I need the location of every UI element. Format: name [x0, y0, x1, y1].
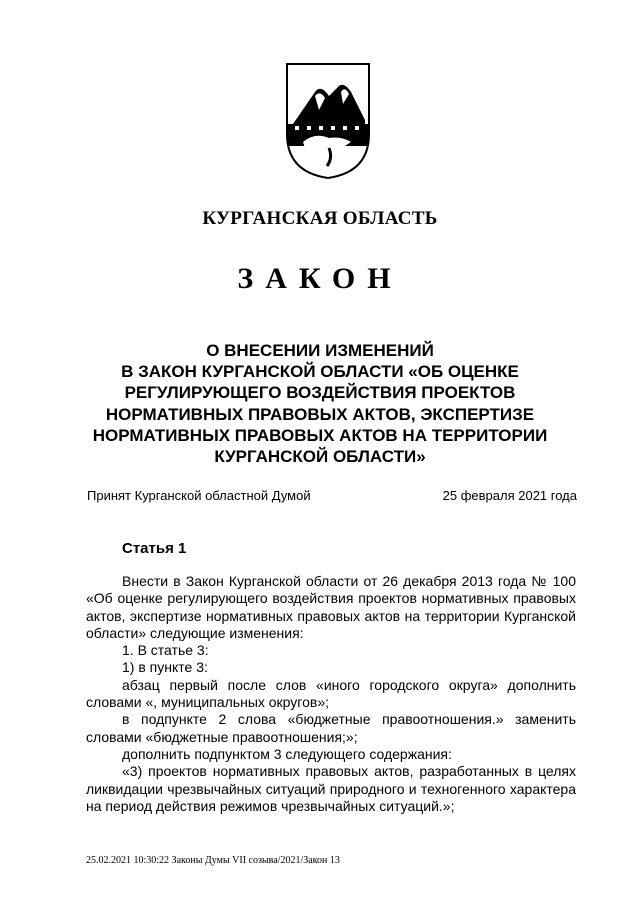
adoption-date: 25 февраля 2021 года: [442, 488, 577, 503]
document-type-title: ЗАКОН: [237, 262, 403, 295]
law-title-line: КУРГАНСКОЙ ОБЛАСТИ»: [214, 447, 426, 467]
article-paragraph: дополнить подпунктом 3 следующего содержания:: [122, 745, 452, 762]
law-title-line: РЕГУЛИРУЮЩЕГО ВОЗДЕЙСТВИЯ ПРОЕКТОВ: [124, 383, 516, 403]
article-paragraph: абзац первый после слов «иного городского округа» дополнить словами «, муниципальных округов»;: [86, 676, 576, 711]
law-title-line: НОРМАТИВНЫХ ПРАВОВЫХ АКТОВ, ЭКСПЕРТИЗЕ: [105, 404, 535, 424]
article-paragraph: 1) в пункте 3:: [122, 659, 208, 676]
article-paragraph: в подпункте 2 слова «бюджетные правоотношения.» заменить словами «бюджетные правоотношения;»;: [86, 711, 576, 745]
footer-stamp: 25.02.2021 10:30:22 Законы Думы VII созыва/2021/Закон 13: [86, 855, 340, 866]
law-title: [60, 340, 580, 467]
adopted-by: Принят Курганской областной Думой: [87, 488, 311, 503]
law-title-line: В ЗАКОН КУРГАНСКОЙ ОБЛАСТИ «ОБ ОЦЕНКЕ: [121, 362, 519, 382]
law-title-line: О ВНЕСЕНИИ ИЗМЕНЕНИЙ: [206, 341, 434, 360]
article-heading: Статья 1: [122, 540, 187, 557]
article-body: [86, 573, 576, 815]
law-title-line: НОРМАТИВНЫХ ПРАВОВЫХ АКТОВ НА ТЕРРИТОРИИ: [92, 425, 548, 445]
article-paragraph: 1. В статье 3:: [122, 642, 209, 659]
article-paragraph: Внести в Закон Курганской области от 26 декабря 2013 года № 100 «Об оценке регулирующего воздействия проектов нормативных правовых актов, экспертизе нормативных правовых актов на территории Курганской области» следующие изменения:: [86, 573, 576, 641]
coat-of-arms-icon: [285, 62, 371, 180]
article-paragraph: «3) проектов нормативных правовых актов, разработанных в целях ликвидации чрезвычайных ситуаций природного и техногенного характера на период действия режимов чрезвычайных ситуаций.»;: [86, 763, 576, 814]
region-name: КУРГАНСКАЯ ОБЛАСТЬ: [202, 208, 438, 229]
